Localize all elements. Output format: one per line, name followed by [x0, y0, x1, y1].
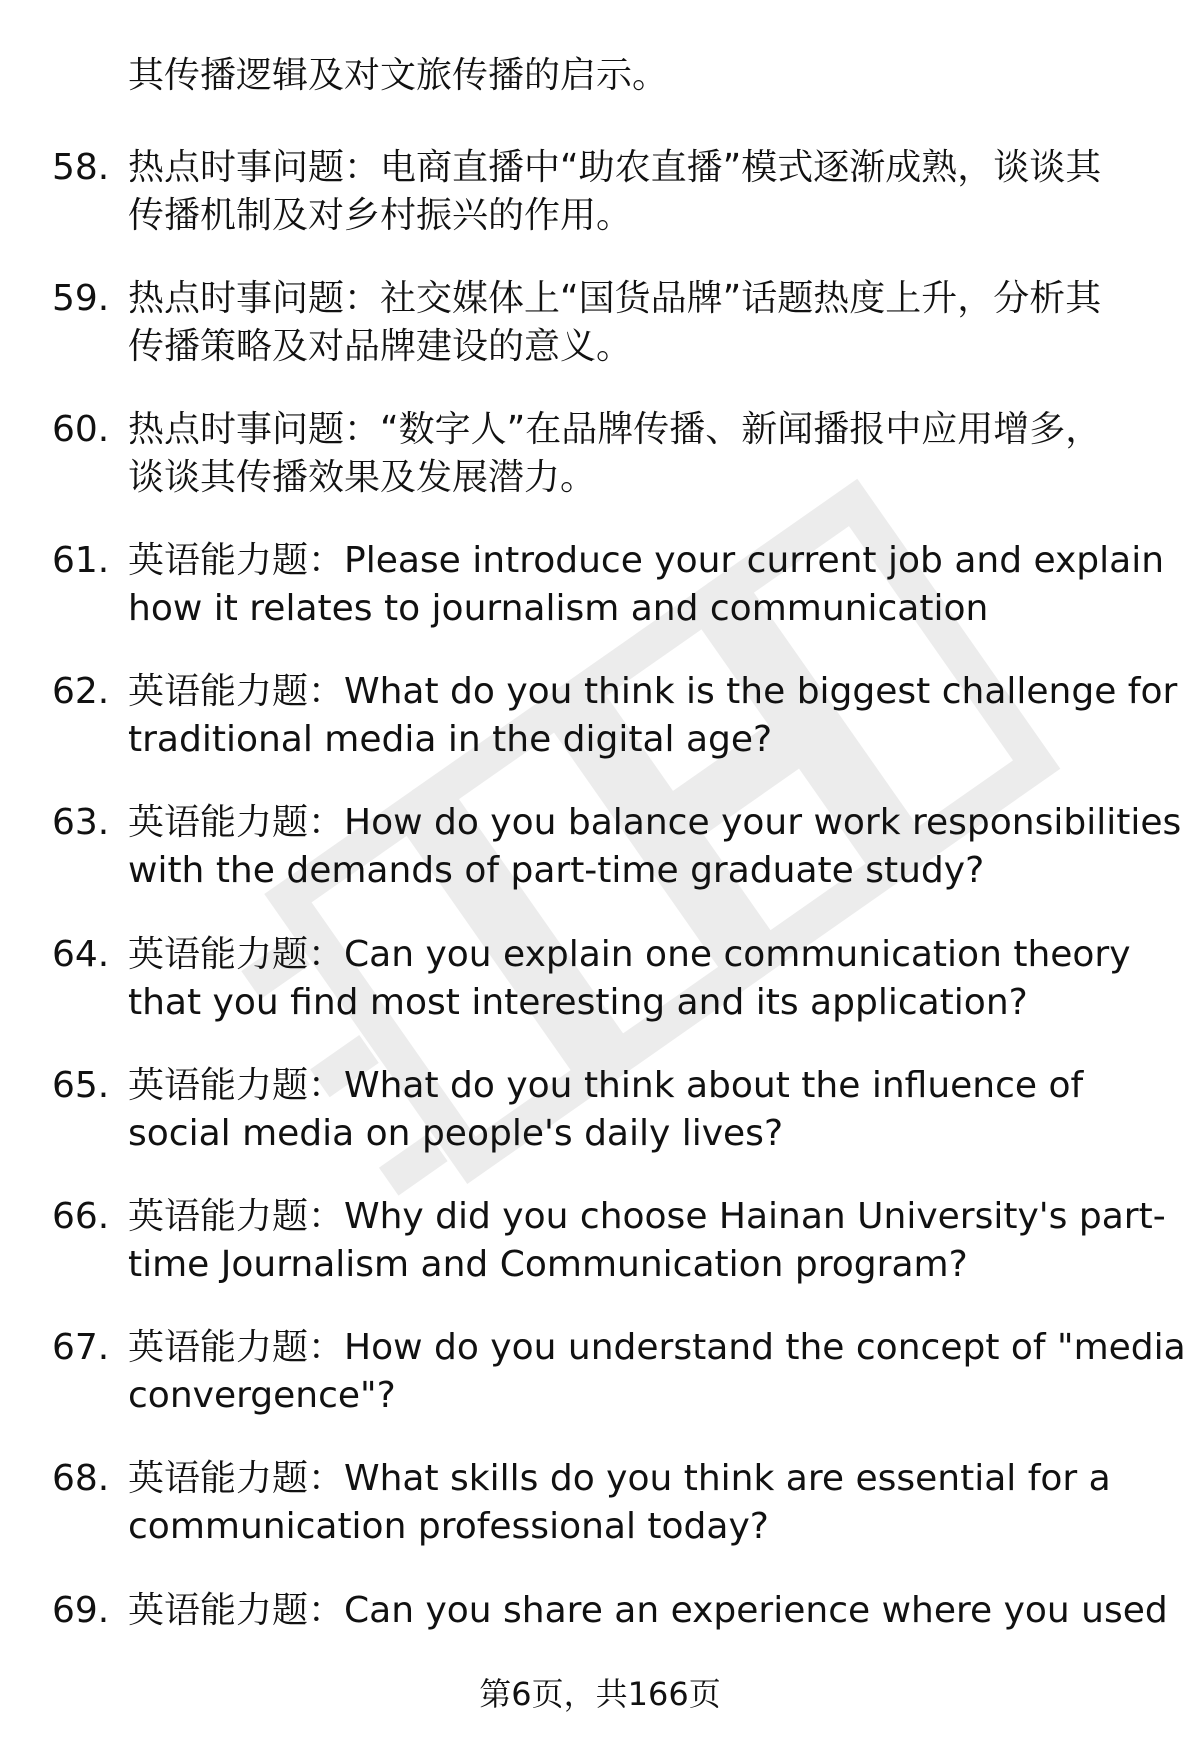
question-text-line: 英语能力题：Can you explain one communication theory	[128, 934, 1131, 975]
question-text-line: 英语能力题：What do you think is the biggest challenge for	[128, 671, 1178, 712]
question-text-line: how it relates to journalism and communication	[128, 588, 989, 629]
question-text-line: with the demands of part-time graduate study?	[128, 850, 985, 891]
question-number: 60.	[52, 409, 110, 450]
question-text-line: time Journalism and Communication program?	[128, 1244, 968, 1285]
question-number: 63.	[52, 802, 110, 843]
question-number: 66.	[52, 1196, 110, 1237]
question-text-line: 谈谈其传播效果及发展潜力。	[128, 457, 597, 498]
question-text-line: social media on people's daily lives?	[128, 1113, 784, 1154]
question-number: 64.	[52, 934, 110, 975]
question-text-line: 热点时事问题：社交媒体上“国货品牌”话题热度上升，分析其	[128, 278, 1102, 319]
question-number: 69.	[52, 1590, 110, 1631]
question-text-line: convergence"?	[128, 1375, 396, 1416]
question-text-line: 英语能力题：What skills do you think are essential for a	[128, 1458, 1111, 1499]
question-text-line: 英语能力题：Why did you choose Hainan University's part-	[128, 1196, 1166, 1237]
question-text-line: communication professional today?	[128, 1506, 769, 1547]
question-number: 65.	[52, 1065, 110, 1106]
question-text-line: 英语能力题：What do you think about the influence of	[128, 1065, 1084, 1106]
question-text-line: 传播机制及对乡村振兴的作用。	[128, 195, 633, 236]
question-text-line: 英语能力题：Can you share an experience where you used	[128, 1590, 1168, 1631]
question-text-line: 英语能力题：Please introduce your current job and explain	[128, 540, 1165, 581]
question-number: 59.	[52, 278, 110, 319]
question-text-line: 其传播逻辑及对文旅传播的启示。	[128, 55, 669, 96]
question-number: 61.	[52, 540, 110, 581]
question-text-line: 热点时事问题：电商直播中“助农直播”模式逐渐成熟，谈谈其	[128, 147, 1102, 188]
question-text-line: traditional media in the digital age?	[128, 719, 773, 760]
question-number: 62.	[52, 671, 110, 712]
question-number: 58.	[52, 147, 110, 188]
page-footer: 第6页，共166页	[479, 1675, 721, 1713]
question-text-line: that you find most interesting and its application?	[128, 982, 1028, 1023]
question-text-line: 英语能力题：How do you understand the concept of "media	[128, 1327, 1186, 1368]
question-text-line: 热点时事问题：“数字人”在品牌传播、新闻播报中应用增多，	[128, 409, 1102, 450]
question-number: 68.	[52, 1458, 110, 1499]
question-number: 67.	[52, 1327, 110, 1368]
question-text-line: 英语能力题：How do you balance your work responsibilities	[128, 802, 1182, 843]
question-text-line: 传播策略及对品牌建设的意义。	[128, 326, 633, 367]
